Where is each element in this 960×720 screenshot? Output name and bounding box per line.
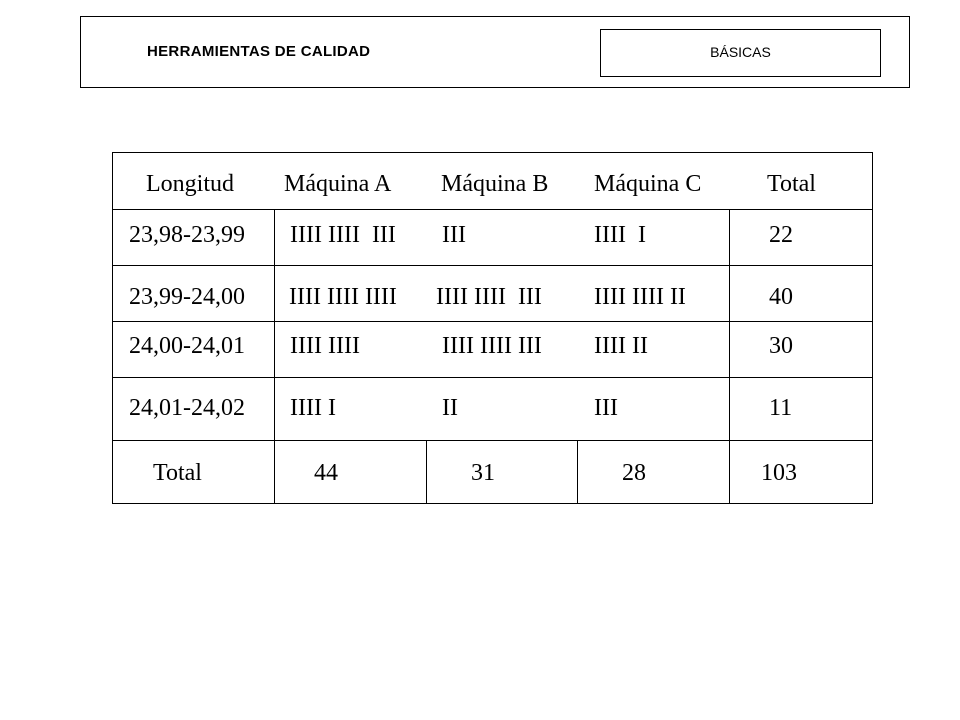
- cell-total-maquina-a: 44: [314, 460, 338, 486]
- cell-longitud: 23,99-24,00: [129, 284, 245, 310]
- cell-maquina-c: III: [594, 395, 618, 421]
- cell-total-maquina-c: 28: [622, 460, 646, 486]
- header-cell-maquina-a: Máquina A: [284, 171, 392, 197]
- header-cell-total: Total: [767, 171, 816, 197]
- table-row: [113, 322, 872, 378]
- cell-total: 40: [769, 284, 793, 310]
- cell-maquina-b: III: [442, 222, 466, 248]
- cell-total-maquina-b: 31: [471, 460, 495, 486]
- cell-maquina-a: IIII IIII: [290, 333, 360, 359]
- cell-maquina-a: IIII IIII III: [290, 222, 396, 248]
- cell-total: 30: [769, 333, 793, 359]
- cell-grand-total: 103: [761, 460, 797, 486]
- cell-maquina-b: IIII IIII III: [436, 284, 542, 310]
- header-cell-longitud: Longitud: [146, 171, 234, 197]
- header-box: [80, 16, 910, 88]
- cell-total: 11: [769, 395, 793, 421]
- frequency-table: [112, 152, 873, 504]
- cell-total-label: Total: [153, 460, 202, 486]
- cell-maquina-a: IIII IIII IIII: [289, 284, 397, 310]
- cell-maquina-c: IIII I: [594, 222, 646, 248]
- cell-maquina-c: IIII II: [594, 333, 648, 359]
- cell-maquina-c: IIII IIII II: [594, 284, 686, 310]
- cell-total: 22: [769, 222, 793, 248]
- header-cell-maquina-b: Máquina B: [441, 171, 549, 197]
- cell-longitud: 24,01-24,02: [129, 395, 245, 421]
- cell-longitud: 23,98-23,99: [129, 222, 245, 248]
- cell-maquina-b: IIII IIII III: [442, 333, 542, 359]
- cell-longitud: 24,00-24,01: [129, 333, 245, 359]
- table-row: [113, 378, 872, 441]
- cell-maquina-b: II: [442, 395, 458, 421]
- table-header-row: [113, 153, 872, 210]
- table-row: [113, 266, 872, 322]
- header-title: HERRAMIENTAS DE CALIDAD: [147, 43, 371, 60]
- header-badge: BÁSICAS: [600, 29, 881, 77]
- header-cell-maquina-c: Máquina C: [594, 171, 702, 197]
- table-row: [113, 210, 872, 266]
- cell-maquina-a: IIII I: [290, 395, 336, 421]
- table-totals-row: [113, 441, 872, 504]
